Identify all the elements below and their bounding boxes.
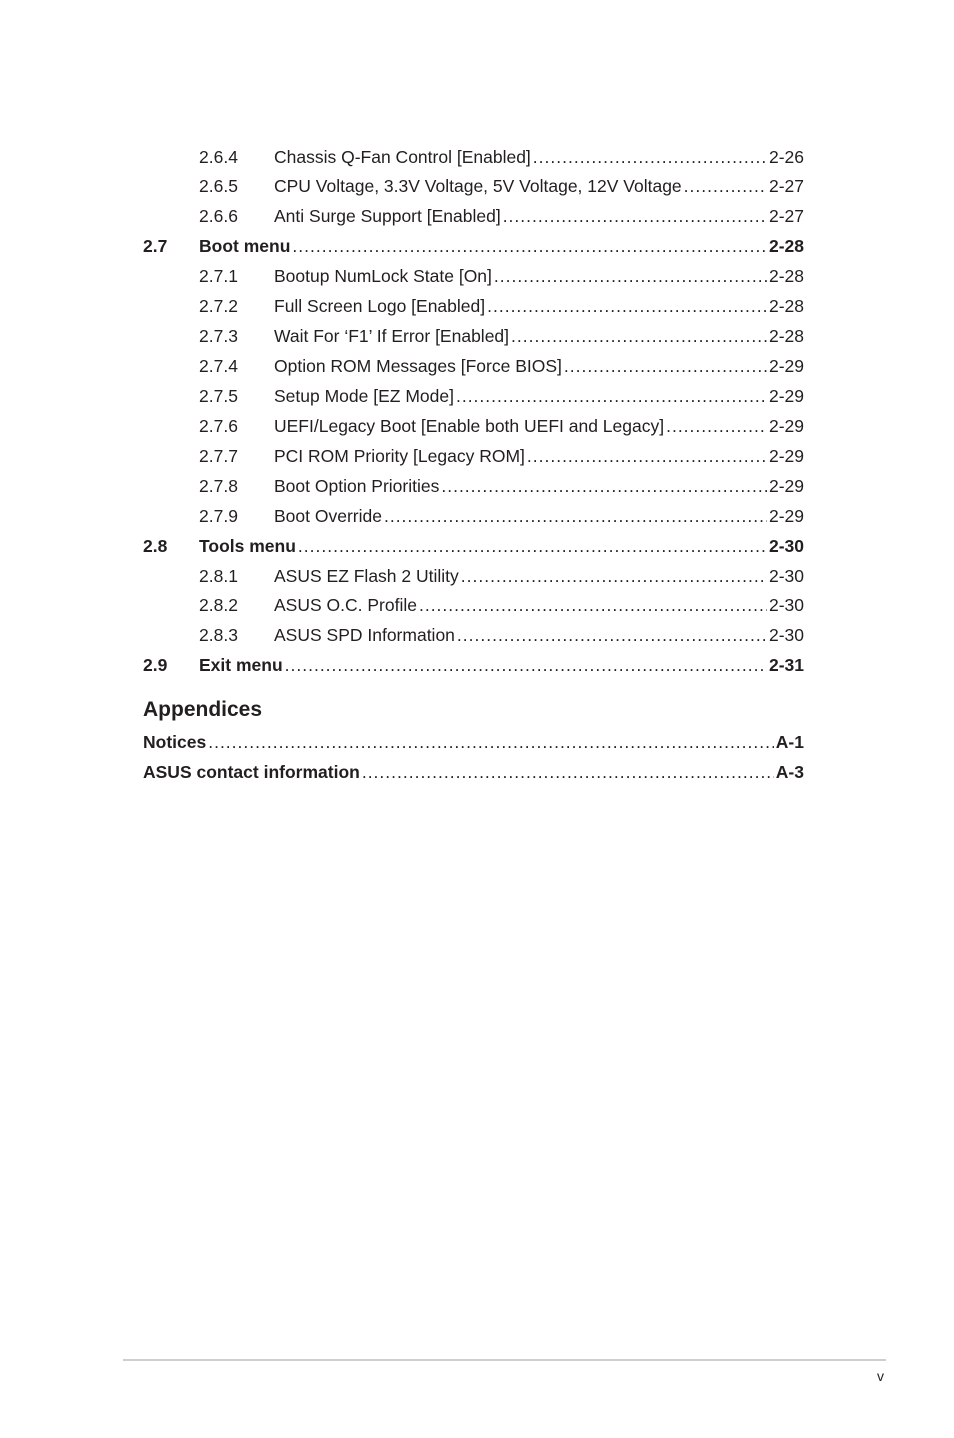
toc-leader-dots xyxy=(292,234,767,258)
toc-entry-number: 2.7 xyxy=(143,236,168,256)
toc-leader-dots xyxy=(457,623,767,647)
toc-entry-page: A-3 xyxy=(775,762,804,782)
toc-entry-page: 2-31 xyxy=(768,655,804,675)
toc-entry-number: 2.7.4 xyxy=(199,356,238,376)
toc-entry-page: 2-29 xyxy=(768,386,804,406)
toc-entry-2-7-6[interactable] xyxy=(199,414,804,438)
toc-leader-dots xyxy=(285,653,767,677)
toc-leader-dots xyxy=(208,730,774,754)
toc-entry-asus-contact[interactable] xyxy=(143,760,804,784)
toc-leader-dots xyxy=(494,264,767,288)
toc-entry-title: Chassis Q-Fan Control [Enabled] xyxy=(274,147,531,167)
toc-entry-page: 2-29 xyxy=(768,476,804,496)
toc-leader-dots xyxy=(461,564,767,588)
toc-leader-dots xyxy=(503,204,767,228)
toc-leader-dots xyxy=(362,760,774,784)
toc-entry-notices[interactable] xyxy=(143,730,804,754)
toc-entry-2-8-2[interactable] xyxy=(199,593,804,617)
toc-entry-number: 2.6.6 xyxy=(199,206,238,226)
toc-entry-number: 2.7.8 xyxy=(199,476,238,496)
toc-entry-number: 2.8.2 xyxy=(199,595,238,615)
toc-entry-title: UEFI/Legacy Boot [Enable both UEFI and Legacy] xyxy=(274,416,665,436)
toc-entry-title: PCI ROM Priority [Legacy ROM] xyxy=(274,446,525,466)
toc-entry-title: CPU Voltage, 3.3V Voltage, 5V Voltage, 12V Voltage xyxy=(274,176,682,196)
toc-entry-number: 2.6.5 xyxy=(199,176,238,196)
toc-entry-page: 2-27 xyxy=(768,176,804,196)
toc-entry-title: ASUS SPD Information xyxy=(274,625,455,645)
toc-leader-dots xyxy=(419,593,767,617)
toc-entry-page: 2-28 xyxy=(768,236,804,256)
toc-entry-title: Boot Override xyxy=(274,506,382,526)
toc-entry-2-6-4[interactable] xyxy=(199,145,804,169)
toc-entry-number: 2.6.4 xyxy=(199,147,238,167)
toc-entry-2-6-5[interactable] xyxy=(199,174,804,198)
toc-entry-page: 2-29 xyxy=(768,446,804,466)
toc-entry-page: 2-28 xyxy=(768,296,804,316)
toc-entry-title: Boot menu xyxy=(199,236,291,256)
appendices-heading: Appendices xyxy=(143,698,263,721)
toc-entry-2-9[interactable] xyxy=(143,653,804,677)
toc-entry-page: A-1 xyxy=(775,732,804,752)
toc-entry-title: Exit menu xyxy=(199,655,283,675)
toc-leader-dots xyxy=(456,384,767,408)
toc-entry-title: Boot Option Priorities xyxy=(274,476,440,496)
toc-entry-title: Wait For ‘F1’ If Error [Enabled] xyxy=(274,326,510,346)
toc-entry-2-7-1[interactable] xyxy=(199,264,804,288)
toc-entry-title: Tools menu xyxy=(199,536,296,556)
toc-leader-dots xyxy=(684,174,767,198)
toc-leader-dots xyxy=(511,324,767,348)
toc-leader-dots xyxy=(441,474,767,498)
toc-entry-page: 2-27 xyxy=(768,206,804,226)
toc-entry-2-7-9[interactable] xyxy=(199,504,804,528)
toc-entry-2-7-8[interactable] xyxy=(199,474,804,498)
toc-entry-title: Full Screen Logo [Enabled] xyxy=(274,296,486,316)
toc-entry-title: Setup Mode [EZ Mode] xyxy=(274,386,454,406)
toc-leader-dots xyxy=(384,504,767,528)
toc-entry-2-7-7[interactable] xyxy=(199,444,804,468)
toc-entry-page: 2-30 xyxy=(768,536,804,556)
toc-entry-2-7-5[interactable] xyxy=(199,384,804,408)
toc-entry-number: 2.7.3 xyxy=(199,326,238,346)
toc-leader-dots xyxy=(564,354,767,378)
toc-entry-2-8-3[interactable] xyxy=(199,623,804,647)
toc-entry-number: 2.8.3 xyxy=(199,625,238,645)
toc-entry-title: Option ROM Messages [Force BIOS] xyxy=(274,356,562,376)
toc-entry-page: 2-30 xyxy=(768,566,804,586)
toc-entry-number: 2.7.9 xyxy=(199,506,238,526)
toc-entry-number: 2.7.1 xyxy=(199,266,238,286)
toc-entry-title: ASUS contact information xyxy=(143,762,360,782)
toc-entry-number: 2.8 xyxy=(143,536,168,556)
toc-entry-number: 2.7.2 xyxy=(199,296,238,316)
toc-entry-2-7[interactable] xyxy=(143,234,804,258)
toc-entry-2-8[interactable] xyxy=(143,534,804,558)
toc-entry-title: ASUS EZ Flash 2 Utility xyxy=(274,566,459,586)
toc-entry-number: 2.9 xyxy=(143,655,168,675)
toc-entry-2-6-6[interactable] xyxy=(199,204,804,228)
footer-divider xyxy=(123,1359,886,1361)
toc-entry-2-7-3[interactable] xyxy=(199,324,804,348)
toc-entry-page: 2-29 xyxy=(768,416,804,436)
toc-leader-dots xyxy=(527,444,767,468)
toc-entry-number: 2.7.7 xyxy=(199,446,238,466)
toc-leader-dots xyxy=(533,145,767,169)
toc-entry-2-8-1[interactable] xyxy=(199,564,804,588)
toc-entry-page: 2-29 xyxy=(768,506,804,526)
toc-entry-number: 2.7.6 xyxy=(199,416,238,436)
toc-entry-page: 2-26 xyxy=(768,147,804,167)
toc-entry-number: 2.7.5 xyxy=(199,386,238,406)
toc-leader-dots xyxy=(487,294,767,318)
toc-entry-number: 2.8.1 xyxy=(199,566,238,586)
toc-leader-dots xyxy=(666,414,767,438)
page-number: v xyxy=(877,1368,884,1384)
toc-entry-page: 2-30 xyxy=(768,625,804,645)
toc-entry-title: Anti Surge Support [Enabled] xyxy=(274,206,501,226)
toc-entry-2-7-4[interactable] xyxy=(199,354,804,378)
toc-entry-page: 2-28 xyxy=(768,266,804,286)
toc-entry-title: ASUS O.C. Profile xyxy=(274,595,417,615)
toc-entry-2-7-2[interactable] xyxy=(199,294,804,318)
toc-entry-page: 2-30 xyxy=(768,595,804,615)
toc-entry-title: Notices xyxy=(143,732,207,752)
toc-leader-dots xyxy=(298,534,767,558)
toc-entry-page: 2-28 xyxy=(768,326,804,346)
toc-entry-page: 2-29 xyxy=(768,356,804,376)
toc-entry-title: Bootup NumLock State [On] xyxy=(274,266,492,286)
